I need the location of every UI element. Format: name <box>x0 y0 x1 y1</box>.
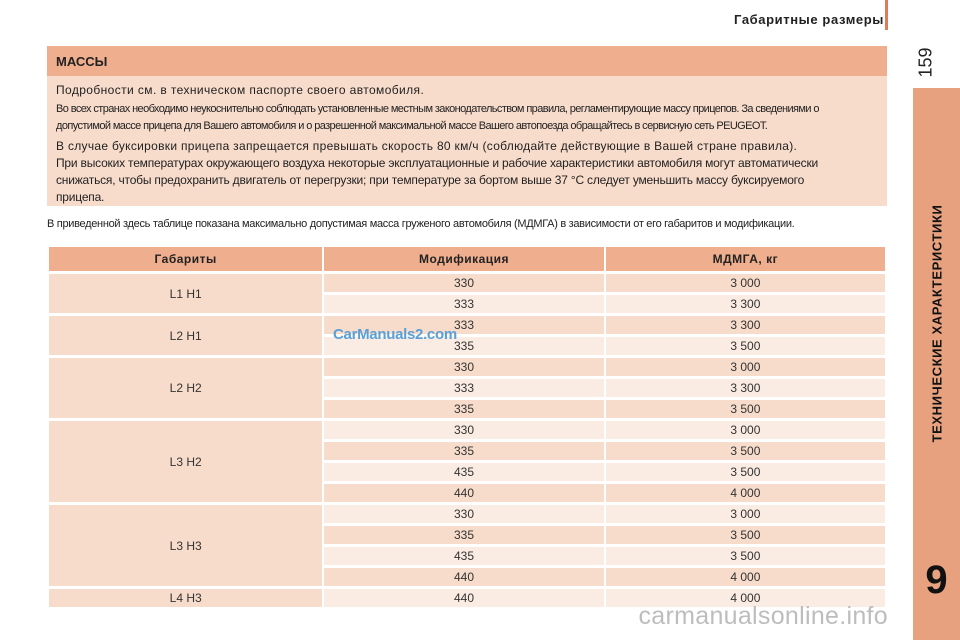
masses-body <box>47 76 887 206</box>
cell-gvwr: 3 000 <box>606 421 885 439</box>
cell-dimensions: L3 H3 <box>49 505 322 586</box>
mass-table <box>47 244 887 610</box>
cell-dimensions: L4 H3 <box>49 589 322 607</box>
cell-modification: 330 <box>324 421 603 439</box>
header-gvwr: МДМГА, кг <box>606 247 885 271</box>
cell-dimensions: L2 H2 <box>49 358 322 418</box>
chapter-label-text: ТЕХНИЧЕСКИЕ ХАРАКТЕРИСТИКИ <box>929 204 945 442</box>
masses-info-box <box>47 46 887 206</box>
table-row <box>49 421 885 439</box>
header-dimensions: Габариты <box>49 247 322 271</box>
masses-paragraph-4-line-1: При высоких температурах окружающего воздуха некоторые эксплуатационные и рабочие характеристики автомобиля могут автоматически <box>56 156 819 170</box>
cell-gvwr: 3 000 <box>606 358 885 376</box>
header-modification: Модификация <box>324 247 603 271</box>
table-row <box>49 358 885 376</box>
cell-modification: 440 <box>324 568 603 586</box>
cell-modification: 435 <box>324 547 603 565</box>
cell-gvwr: 3 000 <box>606 505 885 523</box>
watermark-footer: carmanualsonline.info <box>638 602 888 630</box>
cell-modification: 333 <box>324 295 603 313</box>
cell-gvwr: 3 300 <box>606 295 885 313</box>
cell-modification: 335 <box>324 526 603 544</box>
table-intro-text: В приведенной здесь таблице показана максимально допустимая масса груженого автомобиля (МДМГА) в зависимости от его габаритов и модификации. <box>47 218 795 230</box>
cell-dimensions: L3 H2 <box>49 421 322 502</box>
table-row <box>49 274 885 292</box>
chapter-label <box>913 88 960 558</box>
masses-paragraph-2-line-1: Во всех странах необходимо неукоснительно соблюдать установленные местным законодательством правила, регламентирующие массу прицепов. За сведениями о <box>56 103 819 115</box>
masses-paragraph-2 <box>56 101 878 135</box>
cell-gvwr: 3 500 <box>606 547 885 565</box>
cell-gvwr: 3 300 <box>606 316 885 334</box>
cell-modification: 440 <box>324 589 603 607</box>
cell-modification: 335 <box>324 337 603 355</box>
cell-modification: 330 <box>324 274 603 292</box>
cell-modification: 333 <box>324 379 603 397</box>
cell-modification: 335 <box>324 400 603 418</box>
page-number <box>913 42 939 82</box>
masses-paragraph-4 <box>56 155 878 206</box>
cell-dimensions: L2 H1 <box>49 316 322 355</box>
watermark-carmanuals: CarManuals2.com <box>333 326 457 343</box>
cell-dimensions: L1 H1 <box>49 274 322 313</box>
masses-title: МАССЫ <box>47 46 887 76</box>
header-accent-bar <box>885 0 888 30</box>
cell-modification: 435 <box>324 463 603 481</box>
cell-gvwr: 3 500 <box>606 400 885 418</box>
cell-gvwr: 3 500 <box>606 442 885 460</box>
chapter-number: 9 <box>925 558 948 602</box>
masses-paragraph-3: В случае буксировки прицепа запрещается превышать скорость 80 км/ч (соблюдайте действующие в Вашей стране правила). <box>56 139 798 153</box>
cell-modification: 335 <box>324 442 603 460</box>
section-title: Габаритные размеры <box>734 12 884 27</box>
table-row <box>49 505 885 523</box>
masses-paragraph-4-line-3: прицепа. <box>56 190 105 204</box>
cell-modification: 330 <box>324 505 603 523</box>
masses-paragraph-1: Подробности см. в техническом паспорте своего автомобиля. <box>56 83 425 97</box>
chapter-side-tab <box>913 88 960 640</box>
cell-modification: 330 <box>324 358 603 376</box>
table-row <box>49 316 885 334</box>
masses-paragraph-2-line-2: допустимой массе прицепа для Вашего автомобиля и о разрешенной максимальной массе Вашего автопоезда обращайтесь в сервисную сеть PEUGEOT. <box>56 120 768 132</box>
cell-gvwr: 3 000 <box>606 274 885 292</box>
cell-gvwr: 4 000 <box>606 568 885 586</box>
page-number-text: 159 <box>915 46 936 78</box>
cell-gvwr: 3 500 <box>606 337 885 355</box>
table-header-row <box>49 247 885 271</box>
cell-gvwr: 3 500 <box>606 463 885 481</box>
cell-gvwr: 3 300 <box>606 379 885 397</box>
masses-paragraph-4-line-2: снижаться, чтобы предохранить двигатель от перегрузки; при температуре за бортом выше 37 °C следует уменьшить массу буксируемого <box>56 173 805 187</box>
cell-modification: 333 <box>324 316 603 334</box>
cell-gvwr: 3 500 <box>606 526 885 544</box>
cell-modification: 440 <box>324 484 603 502</box>
table-body <box>49 274 885 607</box>
cell-gvwr: 4 000 <box>606 484 885 502</box>
cell-gvwr: 4 000 <box>606 589 885 607</box>
